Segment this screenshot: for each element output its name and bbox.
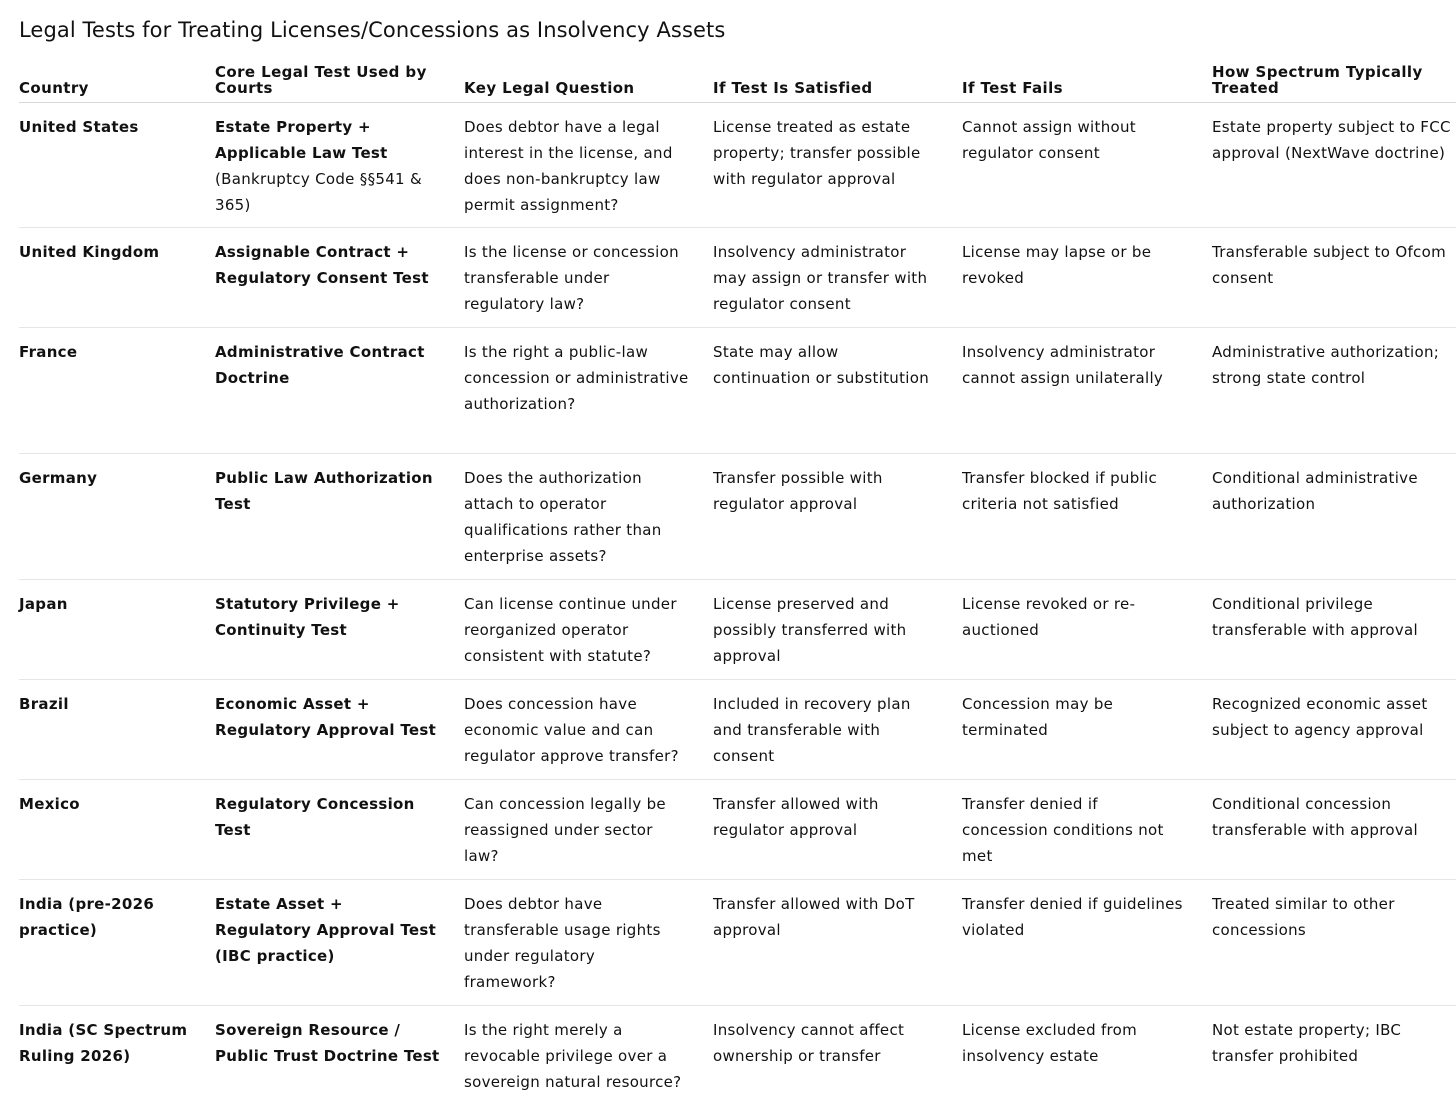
cell-country: Japan [19, 595, 68, 613]
cell-core-test-note: (Bankruptcy Code §§541 & 365) [215, 170, 422, 214]
cell-core-test: Estate Asset + Regulatory Approval Test (IBC practice) [215, 895, 437, 965]
table-row [19, 228, 1456, 328]
table-row [19, 780, 1456, 880]
cell-if-satisfied: Transfer allowed with regulator approval [713, 795, 879, 839]
cell-spectrum-treatment: Conditional concession transferable with approval [1212, 795, 1418, 839]
cell-if-satisfied: Included in recovery plan and transferable with consent [713, 695, 911, 765]
cell-core-test: Public Law Authorization Test [215, 469, 433, 513]
cell-if-fails: Cannot assign without regulator consent [962, 118, 1136, 162]
cell-key-question: Does concession have economic value and can regulator approve transfer? [464, 695, 679, 765]
cell-key-question: Is the right a public-law concession or administrative authorization? [464, 343, 689, 413]
cell-if-satisfied: State may allow continuation or substitution [713, 343, 930, 387]
cell-country: India (SC Spectrum Ruling 2026) [19, 1021, 188, 1065]
table-row [19, 680, 1456, 780]
cell-if-satisfied: License treated as estate property; transfer possible with regulator approval [713, 118, 921, 188]
cell-key-question: Is the license or concession transferable under regulatory law? [464, 243, 679, 313]
cell-if-fails: Concession may be terminated [962, 695, 1114, 739]
cell-key-question: Can concession legally be reassigned under sector law? [464, 795, 666, 865]
column-header-core-test: Core Legal Test Used by Courts [215, 63, 427, 97]
cell-if-satisfied: Transfer possible with regulator approval [713, 469, 883, 513]
cell-if-fails: License may lapse or be revoked [962, 243, 1152, 287]
cell-core-test: Economic Asset + Regulatory Approval Test [215, 695, 437, 739]
table-row [19, 1006, 1456, 1105]
cell-spectrum-treatment: Recognized economic asset subject to agency approval [1212, 695, 1428, 739]
column-header-country: Country [19, 79, 89, 97]
cell-spectrum-treatment: Estate property subject to FCC approval (NextWave doctrine) [1212, 118, 1451, 162]
table-row [19, 580, 1456, 680]
cell-country: United Kingdom [19, 243, 160, 261]
cell-if-fails: Transfer denied if concession conditions not met [962, 795, 1164, 865]
cell-spectrum-treatment: Conditional administrative authorization [1212, 469, 1418, 513]
cell-spectrum-treatment: Not estate property; IBC transfer prohibited [1212, 1021, 1402, 1065]
comparison-table [19, 60, 1456, 1105]
cell-if-fails: Transfer blocked if public criteria not satisfied [962, 469, 1158, 513]
cell-country: Brazil [19, 695, 69, 713]
cell-spectrum-treatment: Conditional privilege transferable with approval [1212, 595, 1418, 639]
table-row [19, 454, 1456, 580]
cell-key-question: Does the authorization attach to operator qualifications rather than enterprise assets? [464, 469, 662, 565]
cell-core-test: Assignable Contract + Regulatory Consent Test [215, 243, 429, 287]
page-title: Legal Tests for Treating Licenses/Concessions as Insolvency Assets [19, 18, 726, 42]
cell-spectrum-treatment: Transferable subject to Ofcom consent [1212, 243, 1446, 287]
cell-key-question: Does debtor have a legal interest in the license, and does non-bankruptcy law permit assignment? [464, 118, 673, 214]
cell-key-question: Is the right merely a revocable privilege over a sovereign natural resource? [464, 1021, 682, 1091]
cell-spectrum-treatment: Administrative authorization; strong state control [1212, 343, 1440, 387]
table-row [19, 328, 1456, 454]
cell-if-fails: License revoked or re-auctioned [962, 595, 1136, 639]
cell-country: United States [19, 118, 139, 136]
cell-country: Mexico [19, 795, 80, 813]
cell-core-test: Statutory Privilege + Continuity Test [215, 595, 400, 639]
cell-spectrum-treatment: Treated similar to other concessions [1212, 895, 1395, 939]
cell-if-fails: License excluded from insolvency estate [962, 1021, 1138, 1065]
table-row [19, 880, 1456, 1006]
cell-if-fails: Insolvency administrator cannot assign unilaterally [962, 343, 1164, 387]
cell-if-satisfied: License preserved and possibly transferred with approval [713, 595, 907, 665]
cell-core-test: Sovereign Resource / Public Trust Doctrine Test [215, 1021, 440, 1065]
cell-core-test-name: Estate Property + Applicable Law Test [215, 118, 388, 162]
column-header-if-satisfied: If Test Is Satisfied [713, 79, 873, 97]
cell-country: India (pre-2026 practice) [19, 895, 155, 939]
cell-key-question: Can license continue under reorganized operator consistent with statute? [464, 595, 677, 665]
cell-if-satisfied: Transfer allowed with DoT approval [713, 895, 915, 939]
column-header-key-question: Key Legal Question [464, 79, 635, 97]
cell-if-fails: Transfer denied if guidelines violated [962, 895, 1183, 939]
cell-if-satisfied: Insolvency administrator may assign or transfer with regulator consent [713, 243, 928, 313]
cell-country: Germany [19, 469, 98, 487]
column-header-spectrum-treatment: How Spectrum Typically Treated [1212, 63, 1423, 97]
cell-core-test [215, 114, 440, 218]
table-header-row [19, 60, 1456, 103]
table-row [19, 103, 1456, 228]
column-header-if-fails: If Test Fails [962, 79, 1063, 97]
cell-core-test: Regulatory Concession Test [215, 795, 415, 839]
cell-key-question: Does debtor have transferable usage rights under regulatory framework? [464, 895, 661, 991]
cell-country: France [19, 343, 78, 361]
cell-core-test: Administrative Contract Doctrine [215, 343, 425, 387]
cell-if-satisfied: Insolvency cannot affect ownership or transfer [713, 1021, 905, 1065]
